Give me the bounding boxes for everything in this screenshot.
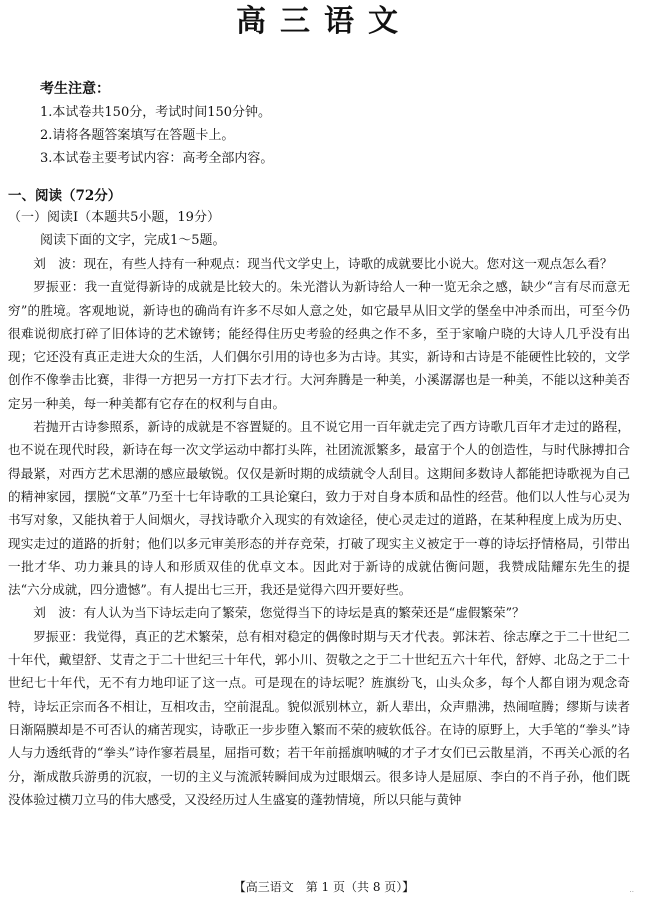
article-paragraph: 罗振亚：我觉得，真正的艺术繁荣，总有相对稳定的偶像时期与天才代表。郭沫若、徐志摩之于二十世纪二十年代，戴望舒、艾青之于二十世纪三十年代，郭小川、贺敬之之于二十世纪五六十年代，舒婷、北岛之于二十世纪七十年代，无不有力地印证了这一点。可是现在的诗坛呢？旌旗纷飞，山头众多，每个人都自诩为观念奇特，诗坛正宗而各不相让，互相攻击，空前混乱。貌似派别林立，新人辈出，众声鼎沸，热闹喧腾；缪斯与读者日渐隔膜却是不可否认的痛苦现实，诗歌正一步步堕入繁而不荣的疲软低谷。在诗的原野上，大手笔的“拳头”诗人与力透纸背的“拳头”诗作寥若晨星，屈指可数；若干年前摇旗呐喊的才子才女们已云散星消，不再关心派的名分，渐成散兵游勇的沉寂，一切的主义与流派转瞬间成为过眼烟云。很多诗人是屈原、李白的不肖子孙，他们既没体验过横刀立马的伟大感受，又没经历过人生盛宴的蓬勃情境，所以只能与黄钟 <box>8 628 630 807</box>
page-title: 高三语文 <box>236 4 412 39</box>
notice-item: 2.请将各题答案填写在答题卡上。 <box>40 128 235 143</box>
candidate-notice <box>40 78 273 170</box>
corner-mark: ·· <box>629 888 634 896</box>
article-paragraph: 刘 波：有人认为当下诗坛走向了繁荣，您觉得当下的诗坛是真的繁荣还是“虚假繁荣”？ <box>33 605 525 621</box>
notice-heading: 考生注意： <box>40 81 110 97</box>
page-footer: 【高三语文 第 1 页（共 8 页）】 <box>233 880 415 894</box>
notice-item: 1.本试卷共150分，考试时间150分钟。 <box>40 105 272 120</box>
article-paragraph: 罗振亚：我一直觉得新诗的成就是比较大的。朱光潜认为新诗给人一种一览无余之感，缺少“言有尽而意无穷”的胜境。客观地说，新诗也的确尚有许多不尽如人意之处，如它最早从旧文学的堡垒中冲杀而出，可至今仍很难说彻底打碎了旧体诗的艺术镣铐；能经得住历史考验的经典之作不多，至于家喻户晓的大诗人几乎没有出现；它还没有真正走进大众的生活，人们偶尔引用的诗也多为古诗。其实，新诗和古诗是不能硬性比较的，文学创作不像拳击比赛，非得一方把另一方打下去才行。大河奔腾是一种美，小溪潺潺也是一种美，不能以这种美否定另一种美，每一种美都有它存在的权利与自由。 <box>8 279 630 411</box>
reading-instruction: 阅读下面的文字，完成1～5题。 <box>40 233 226 248</box>
article-paragraph: 刘 波：现在，有些人持有一种观点：现当代文学史上，诗歌的成就要比小说大。您对这一观点怎么看？ <box>33 256 613 271</box>
notice-item: 3.本试卷主要考试内容：高考全部内容。 <box>40 151 274 166</box>
article-paragraph: 若抛开古诗参照系，新诗的成就是不容置疑的。且不说它用一百年就走完了西方诗歌几百年才走过的路程，也不说在现代时段，新诗在每一次文学运动中都打头阵，社团流派繁多，最富于个人的创造性，与时代脉搏扣合得最紧，对西方艺术思潮的感应最敏锐。仅仅是新时期的成绩就令人刮目。这期间多数诗人都能把诗歌视为自己的精神家园，摆脱“文革”乃至十七年诗歌的工具论窠臼，致力于对自身本质和品性的经营。他们以人性与心灵为书写对象，又能执着于人间烟火，寻找诗歌介入现实的有效途径，使心灵走过的道路，在某种程度上成为历史、现实走过的道路的折射；他们以多元审美形态的并存竞荣，打破了现实主义被定于一尊的诗坛抒情格局，引带出一批才华、功力兼具的诗人和形质双佳的优卓文本。因此对于新诗的成就估衡问题，我赞成陆耀东先生的提法“六分成就，四分遗憾”。有人提出七三开，我还是觉得六四开要好些。 <box>8 419 630 598</box>
section-heading: 一、阅读（72分） <box>8 188 122 204</box>
article-body <box>8 252 630 811</box>
subsection-heading: （一）阅读Ⅰ（本题共5小题，19分） <box>8 210 220 225</box>
